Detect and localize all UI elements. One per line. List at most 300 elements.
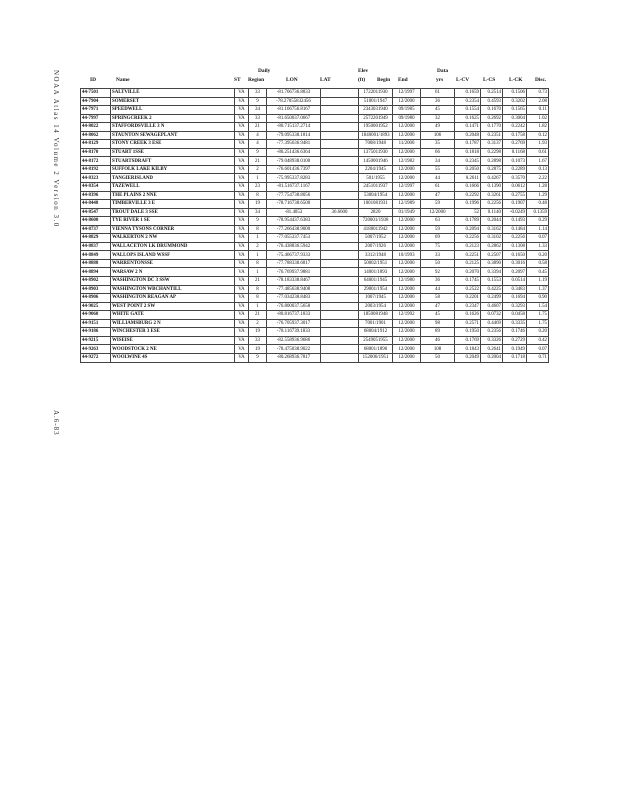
table-cell: 0.1718 bbox=[503, 353, 527, 362]
table-cell: 0.2641 bbox=[481, 345, 503, 354]
table-row bbox=[81, 311, 549, 320]
col-begin: Begin bbox=[377, 77, 391, 83]
table-cell: 68004/1912 bbox=[359, 328, 393, 337]
table-cell: 0.3137 bbox=[481, 140, 503, 149]
table-cell: 1.37 bbox=[527, 285, 549, 294]
table-cell: VA bbox=[235, 174, 249, 183]
table-cell: 34 bbox=[249, 208, 267, 217]
table-cell: VA bbox=[235, 242, 249, 251]
page-margin bbox=[52, 70, 70, 480]
table-cell: 34 bbox=[249, 106, 267, 115]
table-cell: 69 bbox=[421, 234, 455, 243]
table-cell: 12/1989 bbox=[393, 200, 421, 209]
table-cell: 32 bbox=[421, 114, 455, 123]
table-cell: 0.2256 bbox=[481, 200, 503, 209]
table-cell: WASHINGTON REAGAN AP bbox=[111, 294, 235, 303]
table-cell: 50 bbox=[421, 353, 455, 362]
table-cell: VA bbox=[235, 200, 249, 209]
table-cell: WALKERTON 2 NW bbox=[111, 234, 235, 243]
table-cell: 36 bbox=[421, 277, 455, 286]
table-cell: VA bbox=[235, 302, 249, 311]
table-row bbox=[81, 242, 549, 251]
table-cell: 0.2256 bbox=[503, 234, 527, 243]
table-cell: 75 bbox=[421, 242, 455, 251]
table-cell bbox=[321, 259, 359, 268]
table-cell: 0.0732 bbox=[481, 311, 503, 320]
table-cell: SOMERSET bbox=[111, 97, 235, 106]
table-cell: 0.2875 bbox=[481, 165, 503, 174]
table-cell: 61 bbox=[421, 89, 455, 98]
table-cell: 0.2862 bbox=[481, 242, 503, 251]
table-cell: -81.766736.8833 bbox=[267, 89, 321, 98]
table-cell: 44-8172 bbox=[81, 157, 111, 166]
table-cell: -75.466737.9333 bbox=[267, 251, 321, 260]
table-cell: WOODSTOCK 2 NE bbox=[111, 345, 235, 354]
table-cell: 501/1955 bbox=[359, 174, 393, 183]
table-cell: 68001/1890 bbox=[359, 345, 393, 354]
table-cell: 44-8829 bbox=[81, 234, 111, 243]
table-cell: 12/2000 bbox=[393, 148, 421, 157]
table-cell: 2572201949 bbox=[359, 114, 393, 123]
table-cell: 21 bbox=[249, 157, 267, 166]
table-cell: 0.2123 bbox=[455, 242, 481, 251]
table-cell: -80.268936.7817 bbox=[267, 353, 321, 362]
col-id: ID bbox=[90, 77, 96, 83]
table-cell: 0.2097 bbox=[503, 268, 527, 277]
table-cell: 12/2000 bbox=[393, 302, 421, 311]
table-cell: VA bbox=[235, 353, 249, 362]
table-row bbox=[81, 268, 549, 277]
table-cell: WALLOPS ISLAND WSSF bbox=[111, 251, 235, 260]
table-cell: 12/2000 bbox=[393, 285, 421, 294]
table-cell: 106 bbox=[421, 131, 455, 140]
table-cell: 12/2000 bbox=[393, 131, 421, 140]
page-number: A.6-83 bbox=[52, 410, 60, 436]
table-cell: 0.4607 bbox=[481, 302, 503, 311]
table-cell: VA bbox=[235, 208, 249, 217]
table-cell: 0.2049 bbox=[455, 353, 481, 362]
table-cell: 1.54 bbox=[527, 302, 549, 311]
table-cell: VA bbox=[235, 217, 249, 226]
table-cell: 44-9186 bbox=[81, 328, 111, 337]
table-cell bbox=[321, 285, 359, 294]
table-cell: 7001/1901 bbox=[359, 319, 393, 328]
table-cell: 12/2000 bbox=[393, 345, 421, 354]
table-cell: 0.1073 bbox=[503, 157, 527, 166]
table-cell: 19 bbox=[249, 200, 267, 209]
table-cell: 44-8737 bbox=[81, 225, 111, 234]
table-cell: 33 bbox=[421, 251, 455, 260]
table-cell: 1.14 bbox=[527, 225, 549, 234]
table-cell: -77.485638.9408 bbox=[267, 285, 321, 294]
table-cell: SPRINGCREEK 2 bbox=[111, 114, 235, 123]
table-cell: 0.12 bbox=[527, 131, 549, 140]
table-cell: 0.90 bbox=[527, 294, 549, 303]
table-cell: 0.1625 bbox=[455, 114, 481, 123]
table-cell: 50002/1951 bbox=[359, 259, 393, 268]
table-cell: WASHINGTON WBCHANTILL bbox=[111, 285, 235, 294]
table-cell: 0.1308 bbox=[503, 242, 527, 251]
table-cell: VA bbox=[235, 345, 249, 354]
table-cell: 0.1770 bbox=[481, 123, 503, 132]
table-cell: 1 bbox=[249, 251, 267, 260]
table-cell: 1850081948 bbox=[359, 311, 393, 320]
table-cell: 49 bbox=[421, 123, 455, 132]
table-cell: 1.29 bbox=[527, 191, 549, 200]
table-cell: 0.1758 bbox=[503, 131, 527, 140]
table-cell: 12/2000 bbox=[393, 191, 421, 200]
table-cell: 0.3261 bbox=[481, 191, 503, 200]
table-cell: 0.2347 bbox=[455, 302, 481, 311]
table-row bbox=[81, 302, 549, 311]
table-cell: -76.601436.7397 bbox=[267, 165, 321, 174]
table-cell bbox=[321, 311, 359, 320]
table-cell: -81.650037.0667 bbox=[267, 114, 321, 123]
table-cell: VA bbox=[235, 311, 249, 320]
table-cell: 53004/1954 bbox=[359, 191, 393, 200]
table-cell: 21 bbox=[249, 277, 267, 286]
table-cell: -82.558936.9686 bbox=[267, 336, 321, 345]
table-cell: VA bbox=[235, 285, 249, 294]
table-cell: 0.1553 bbox=[481, 277, 503, 286]
table-cell: 2820 bbox=[359, 208, 393, 217]
table-cell: 12/1982 bbox=[393, 157, 421, 166]
table-row bbox=[81, 123, 549, 132]
table-cell: 44-7904 bbox=[81, 97, 111, 106]
table-cell: -79.048938.0100 bbox=[267, 157, 321, 166]
table-cell: 0.1694 bbox=[503, 294, 527, 303]
table-cell: TROUT DALE 3 SSE bbox=[111, 208, 235, 217]
table-cell: VA bbox=[235, 328, 249, 337]
table-cell: 2451011937 bbox=[359, 183, 393, 192]
table-cell: 44-8837 bbox=[81, 242, 111, 251]
table-cell: 0.61 bbox=[527, 148, 549, 157]
table-cell: 59 bbox=[421, 225, 455, 234]
table-cell: WEST POINT 2 SW bbox=[111, 302, 235, 311]
table-cell: THE PLAINS 2 NNE bbox=[111, 191, 235, 200]
table-cell: 0.4469 bbox=[481, 319, 503, 328]
table-cell: 2 bbox=[249, 242, 267, 251]
table-cell bbox=[321, 268, 359, 277]
table-cell: 98 bbox=[421, 319, 455, 328]
table-cell: 0.2611 bbox=[455, 174, 481, 183]
table-cell: 0.29 bbox=[527, 217, 549, 226]
table-cell: 0.3326 bbox=[481, 336, 503, 345]
table-cell: VA bbox=[235, 294, 249, 303]
table-cell: 0.4593 bbox=[481, 97, 503, 106]
table-cell: 12/1980 bbox=[393, 277, 421, 286]
table-cell: 12/2000 bbox=[421, 208, 455, 217]
table-cell: 61 bbox=[421, 183, 455, 192]
table-cell: TIMBERVILLE 3 E bbox=[111, 200, 235, 209]
table-cell: 12/2000 bbox=[393, 225, 421, 234]
table-cell: 1840001/1893 bbox=[359, 131, 393, 140]
table-cell: VA bbox=[235, 319, 249, 328]
table-cell bbox=[321, 97, 359, 106]
table-cell: 0.20 bbox=[527, 251, 549, 260]
table-cell: 8 bbox=[249, 259, 267, 268]
table-cell: 1.93 bbox=[527, 140, 549, 149]
table-cell: 0.2898 bbox=[481, 157, 503, 166]
table-cell: 0.0612 bbox=[503, 183, 527, 192]
table-cell: 09/1985 bbox=[393, 106, 421, 115]
table-cell: 12/2000 bbox=[393, 259, 421, 268]
table-cell: -79.095338.1814 bbox=[267, 131, 321, 140]
table-cell: 44-8192 bbox=[81, 165, 111, 174]
table-cell: 1.75 bbox=[527, 311, 549, 320]
table-cell bbox=[321, 336, 359, 345]
table-cell: 44-9025 bbox=[81, 302, 111, 311]
table-cell: 0.71 bbox=[527, 353, 549, 362]
col-lat: LAT bbox=[320, 77, 331, 83]
table-cell: 89 bbox=[421, 328, 455, 337]
table-cell: VA bbox=[235, 259, 249, 268]
col-st: ST bbox=[234, 77, 241, 83]
table-cell: 9 bbox=[249, 217, 267, 226]
table-cell: 0.20 bbox=[527, 328, 549, 337]
table-cell: SPEEDWELL bbox=[111, 106, 235, 115]
table-cell: 1.02 bbox=[527, 114, 549, 123]
table-cell: VA bbox=[235, 268, 249, 277]
table-cell: 1007/1945 bbox=[359, 294, 393, 303]
table-cell: 44-7971 bbox=[81, 106, 111, 115]
table-cell: 0.58 bbox=[527, 259, 549, 268]
table-cell: WHITE GATE bbox=[111, 311, 235, 320]
table-cell: 09/1980 bbox=[393, 114, 421, 123]
col-ft: (ft) bbox=[358, 77, 366, 83]
table-cell: 23 bbox=[249, 183, 267, 192]
table-cell: 0.3016 bbox=[503, 259, 527, 268]
table-cell: 1722011930 bbox=[359, 89, 393, 98]
table-cell: 1.67 bbox=[527, 157, 549, 166]
table-cell: -78.27055832456 bbox=[267, 97, 321, 106]
table-cell: 10/1993 bbox=[393, 251, 421, 260]
table-cell: 0.1787 bbox=[455, 140, 481, 149]
table-cell: -78.116739.1833 bbox=[267, 328, 321, 337]
table-cell: TANGIERISLAND bbox=[111, 174, 235, 183]
table-cell: 0.1390 bbox=[481, 183, 503, 192]
table-cell: -78.716738.6500 bbox=[267, 200, 321, 209]
table-cell: 0.1626 bbox=[455, 311, 481, 320]
table-cell: -80.251436.6364 bbox=[267, 148, 321, 157]
table-cell: 0.2522 bbox=[455, 285, 481, 294]
table-cell: -0.0249 bbox=[503, 208, 527, 217]
table-cell: 108 bbox=[421, 345, 455, 354]
table-cell: 2 bbox=[249, 319, 267, 328]
table-cell: VA bbox=[235, 277, 249, 286]
table-cell: 0.2289 bbox=[503, 165, 527, 174]
table-row bbox=[81, 148, 549, 157]
table-cell: VA bbox=[235, 225, 249, 234]
table-cell: 46 bbox=[421, 336, 455, 345]
table-cell: 45 bbox=[421, 311, 455, 320]
table-cell: 0.2292 bbox=[455, 191, 481, 200]
table-cell bbox=[321, 277, 359, 286]
table-cell: 9 bbox=[249, 97, 267, 106]
table-cell: 51001/1947 bbox=[359, 97, 393, 106]
table-cell: 44-9263 bbox=[81, 345, 111, 354]
table-row bbox=[81, 106, 549, 115]
table-cell bbox=[321, 294, 359, 303]
table-cell: 0.2571 bbox=[455, 319, 481, 328]
table-cell: 44-8600 bbox=[81, 217, 111, 226]
table-cell bbox=[321, 191, 359, 200]
table-cell: 44-8903 bbox=[81, 285, 111, 294]
table-cell: 2007/1926 bbox=[359, 242, 393, 251]
table-cell: 0.1565 bbox=[503, 106, 527, 115]
table-cell: 44-8888 bbox=[81, 259, 111, 268]
table-row bbox=[81, 97, 549, 106]
table-cell: 01/1949 bbox=[393, 208, 421, 217]
table-cell bbox=[321, 114, 359, 123]
table-cell: 66 bbox=[421, 148, 455, 157]
table-cell: -77.395636.9481 bbox=[267, 140, 321, 149]
table-cell: 34 bbox=[421, 157, 455, 166]
table-cell: 12/2000 bbox=[393, 336, 421, 345]
table-cell: WALLACETON LK DRUMMOND bbox=[111, 242, 235, 251]
table-cell: 36.6600 bbox=[321, 208, 359, 217]
table-cell: 33 bbox=[249, 336, 267, 345]
table-cell: 0.2755 bbox=[503, 191, 527, 200]
table-cell: 35 bbox=[421, 140, 455, 149]
table-cell: 59 bbox=[421, 200, 455, 209]
table-cell: VA bbox=[235, 157, 249, 166]
table-cell: 1.28 bbox=[527, 183, 549, 192]
table-cell: 0.48 bbox=[527, 200, 549, 209]
table-cell: 63 bbox=[421, 217, 455, 226]
table-cell: -81.4053 bbox=[267, 208, 321, 217]
table-cell: WILLIAMSBURG 2 N bbox=[111, 319, 235, 328]
table-cell: 0.2004 bbox=[481, 353, 503, 362]
table-cell: 47 bbox=[421, 302, 455, 311]
table-cell: 2.22 bbox=[527, 174, 549, 183]
col-region: Region bbox=[248, 77, 265, 83]
table-cell: 2343031940 bbox=[359, 106, 393, 115]
atlas-version-label: NOAA Atlas 14 Volume 2 Version 3.0 bbox=[52, 70, 60, 228]
table-cell: 0.07 bbox=[527, 345, 549, 354]
table-cell: 0.1818 bbox=[455, 148, 481, 157]
table-cell: -77.754738.8056 bbox=[267, 191, 321, 200]
table-cell: WARRENTONSSE bbox=[111, 259, 235, 268]
table-cell: 36 bbox=[421, 97, 455, 106]
table-row bbox=[81, 89, 549, 98]
table-cell: 0.3202 bbox=[503, 97, 527, 106]
table-cell: 1.82 bbox=[527, 123, 549, 132]
table-cell: VA bbox=[235, 234, 249, 243]
table-cell: -76.800037.5658 bbox=[267, 302, 321, 311]
table-cell: 47 bbox=[421, 191, 455, 200]
table-cell: 0.2242 bbox=[503, 123, 527, 132]
table-cell bbox=[321, 302, 359, 311]
table-cell bbox=[321, 345, 359, 354]
elev-group-label: Elev bbox=[358, 68, 369, 74]
table-cell bbox=[321, 89, 359, 98]
table-cell: 44-8849 bbox=[81, 251, 111, 260]
table-cell bbox=[321, 174, 359, 183]
table-cell: 0.1996 bbox=[455, 200, 481, 209]
table-cell: 12/2000 bbox=[393, 319, 421, 328]
table-cell: 44-8906 bbox=[81, 294, 111, 303]
table-cell: 12/2000 bbox=[393, 217, 421, 226]
table-cell: 44-8396 bbox=[81, 191, 111, 200]
table-cell: 0.3394 bbox=[481, 268, 503, 277]
table-cell: 0.1506 bbox=[503, 89, 527, 98]
table-cell: -80.715137.2714 bbox=[267, 123, 321, 132]
table-cell: 0.2048 bbox=[455, 131, 481, 140]
table-cell: 0.11 bbox=[527, 106, 549, 115]
table-cell: 19 bbox=[249, 328, 267, 337]
table-cell: STUART 1SSE bbox=[111, 148, 235, 157]
table-cell: 0.2050 bbox=[455, 165, 481, 174]
table-cell: 12/1997 bbox=[393, 183, 421, 192]
table-cell: -78.954437.6383 bbox=[267, 217, 321, 226]
table-cell: 0.1140 bbox=[481, 208, 503, 217]
table-row bbox=[81, 191, 549, 200]
table-cell: 0.1950 bbox=[455, 328, 481, 337]
table-cell: 2204/1945 bbox=[359, 165, 393, 174]
table-row bbox=[81, 328, 549, 337]
table-cell: 0.0514 bbox=[503, 277, 527, 286]
table-cell: 1001081931 bbox=[359, 200, 393, 209]
table-cell: 0.4267 bbox=[481, 174, 503, 183]
table-cell: 1 bbox=[249, 302, 267, 311]
table-cell: 12/2000 bbox=[393, 174, 421, 183]
table-cell: 12/2000 bbox=[393, 268, 421, 277]
table-cell bbox=[321, 165, 359, 174]
table-cell: 0.3570 bbox=[503, 174, 527, 183]
table-cell: 1.19 bbox=[527, 277, 549, 286]
table-row bbox=[81, 234, 549, 243]
table-cell: 2003/1954 bbox=[359, 302, 393, 311]
table-cell: 44-9151 bbox=[81, 319, 111, 328]
table-cell: 0.45 bbox=[527, 268, 549, 277]
table-cell: 44-9215 bbox=[81, 336, 111, 345]
table-cell: 14001/1893 bbox=[359, 268, 393, 277]
table-row bbox=[81, 208, 549, 217]
table-cell: VA bbox=[235, 148, 249, 157]
table-cell: 50 bbox=[421, 259, 455, 268]
table-cell: 12/2000 bbox=[393, 234, 421, 243]
table-cell: 44-8022 bbox=[81, 123, 111, 132]
table-cell: 58 bbox=[421, 294, 455, 303]
table-cell: 0.2044 bbox=[481, 217, 503, 226]
data-group-label: Data bbox=[437, 68, 449, 74]
table-cell: VA bbox=[235, 251, 249, 260]
table-cell: 12/1997 bbox=[393, 89, 421, 98]
table-cell: 0.2345 bbox=[455, 157, 481, 166]
table-cell: 29001/1954 bbox=[359, 285, 393, 294]
table-cell: STUARTSDRAFT bbox=[111, 157, 235, 166]
table-cell: 5007/1952 bbox=[359, 234, 393, 243]
col-end: End bbox=[398, 77, 408, 83]
table-cell: 52 bbox=[455, 208, 481, 217]
table-cell: 0.3335 bbox=[503, 319, 527, 328]
table-cell: 0.2094 bbox=[455, 225, 481, 234]
table-cell: 44-8129 bbox=[81, 140, 111, 149]
table-cell: 0.2256 bbox=[455, 234, 481, 243]
table-cell: 0.1554 bbox=[455, 106, 481, 115]
table-cell: 1.75 bbox=[527, 319, 549, 328]
table-cell: -75.995337.8283 bbox=[267, 174, 321, 183]
table-cell: 8 bbox=[249, 285, 267, 294]
table-cell: TYE RIVER 1 SE bbox=[111, 217, 235, 226]
table-cell: 0.1789 bbox=[455, 217, 481, 226]
table-cell: 4 bbox=[249, 140, 267, 149]
table-cell: VA bbox=[235, 165, 249, 174]
table-cell bbox=[321, 183, 359, 192]
table-cell: 44 bbox=[421, 174, 455, 183]
table-cell: 92 bbox=[421, 268, 455, 277]
